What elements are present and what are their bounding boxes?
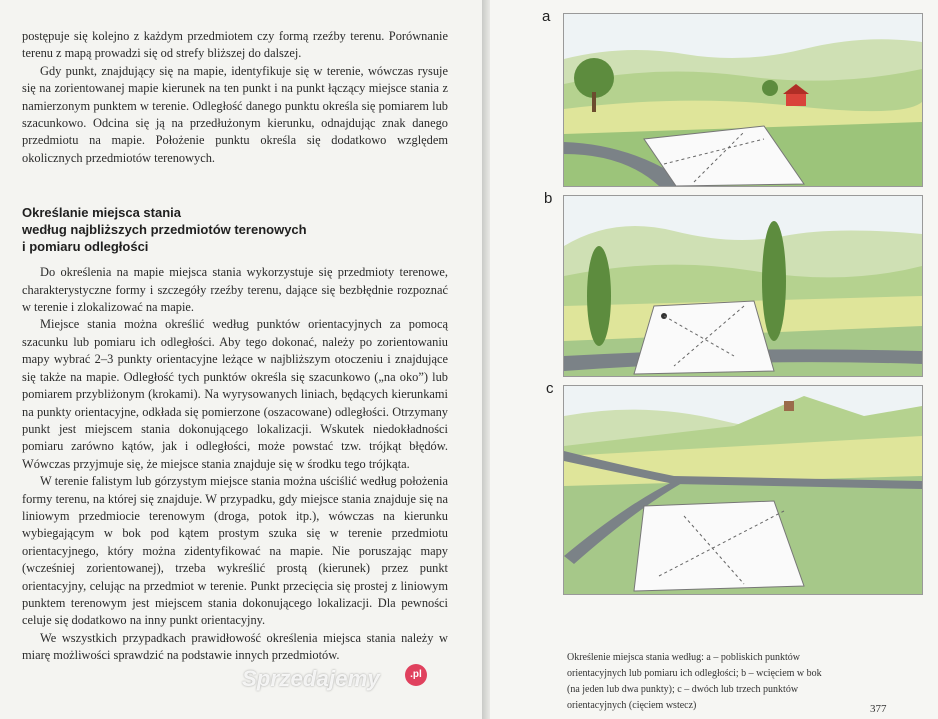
landscape-c-drawing (564, 386, 922, 594)
poplar-tree-icon (587, 246, 611, 346)
illustration-c (563, 385, 923, 595)
paragraph: Do określenia na mapie miejsca stania wykorzystuje się przedmioty terenowe, charakterystyczne formy i szczegóły rzeźby terenu, dające się bezbłędnie rozpoznać w terenie i zlokalizować na mapie. (22, 265, 448, 315)
paragraph: W terenie falistym lub górzystym miejsce stania można uściślić według położenia formy terenu, na której się znajduje. W przypadku, gdy miejsce stania znajduje się na liniowym przedmiocie terenowym (droga, potok itp.), wówczas na kierunku wybiegającym w bok pod kątem prostym szuka się w terenie przedmiotu orientacyjnego, który można zidentyfikować na mapie. Nie poruszając mapy (wcześniej zorientowanej), trzeba wykreślić prostą (kierunek) przez punkt orientacyjny, celując na przedmiot w terenie. Punkt przecięcia się prostej z liniowym punktem terenowym jest miejscem stania dokonującego lokalizacji. Dla pewności celuje się dodatkowo na inny punkt orientacyjny. (22, 474, 448, 628)
paragraph: postępuje się kolejno z każdym przedmiotem czy formą rzeźby terenu. Porównanie terenu z mapą prowadzi się od strefy bliższej do dalszej. (22, 29, 448, 61)
watermark-badge: .pl (405, 664, 427, 686)
tree-icon (762, 80, 778, 96)
left-page-text (22, 28, 448, 665)
watermark-logo: Sprzedajemy (242, 666, 380, 691)
paragraph: We wszystkich przypadkach prawidłowość określenia miejsca stania należy w miarę możliwości sprawdzić na podstawie innych przedmiotów. (22, 630, 448, 663)
page-number: 377 (870, 703, 887, 715)
paragraph: Miejsce stania można określić według punktów orientacyjnych za pomocą szacunku lub pomiaru ich odległości. Aby tego dokonać, należy po zorientowaniu mapy wybrać 2–3 punkty orientacyjne leżące w najbliższym otoczeniu i znajdujące się także na mapie. Odległość tych punktów określa się szacunkowo („na oko”) lub pomiarem przybliżonym (krokami). Na wyrysowanych liniach, będących kierunkami na punkty orientacyjne, odkłada się pomierzone (oszacowane) odległości. Otrzymany punkt jest miejscem stania dokonującego lokalizacji. Wskutek niedokładności pomiaru zarówno kątów, jak i odległości, może powstać tzw. trójkąt błędów. Wówczas przyjmuje się, że miejsce stania znajduje się w środku tego trójkąta. (22, 317, 448, 471)
paragraph: Gdy punkt, znajdujący się na mapie, identyfikuje się w terenie, wówczas rysuje się na zorientowanej mapie kierunek na ten punkt i na punkt łączący miejsce stania z namierzonym punktem w terenie. Odległość danego punktu określa się pomiarem lub szacunkowo. Odcina się ją na przedłużonym kierunku, odnajdując znak danego przedmiotu na mapie. Położenie punktu określa się dodatkowo względem okolicznych przedmiotów terenowych. (22, 63, 448, 165)
illustration-a (563, 13, 923, 187)
figure-caption: Określenie miejsca stania według: a – pobliskich punktów orientacyjnych lub pomiaru ich odległości; b – wcięciem w bok (na jeden lub dwa punkty); c – dwóch lub trzech punktów orientacyjnych (cięciem wstecz) (567, 652, 822, 711)
map-sheet-icon (634, 501, 804, 591)
figure-label-b: b (544, 190, 553, 207)
illustration-b (563, 195, 923, 377)
heading-line: i pomiaru odległości (22, 239, 149, 255)
map-sheet-icon (634, 301, 774, 374)
figure-label-a: a (542, 8, 551, 25)
book-gutter (482, 0, 490, 719)
house-icon (786, 94, 806, 106)
section-heading (22, 204, 448, 255)
heading-line: Określanie miejsca stania (22, 205, 181, 221)
castle-icon (784, 401, 794, 411)
landscape-b-drawing (564, 196, 922, 376)
poplar-tree-icon (762, 221, 786, 341)
heading-line: według najbliższych przedmiotów terenowych (22, 222, 307, 238)
right-page (490, 0, 938, 719)
figure-label-c: c (546, 380, 554, 397)
landscape-a-drawing (564, 14, 922, 186)
